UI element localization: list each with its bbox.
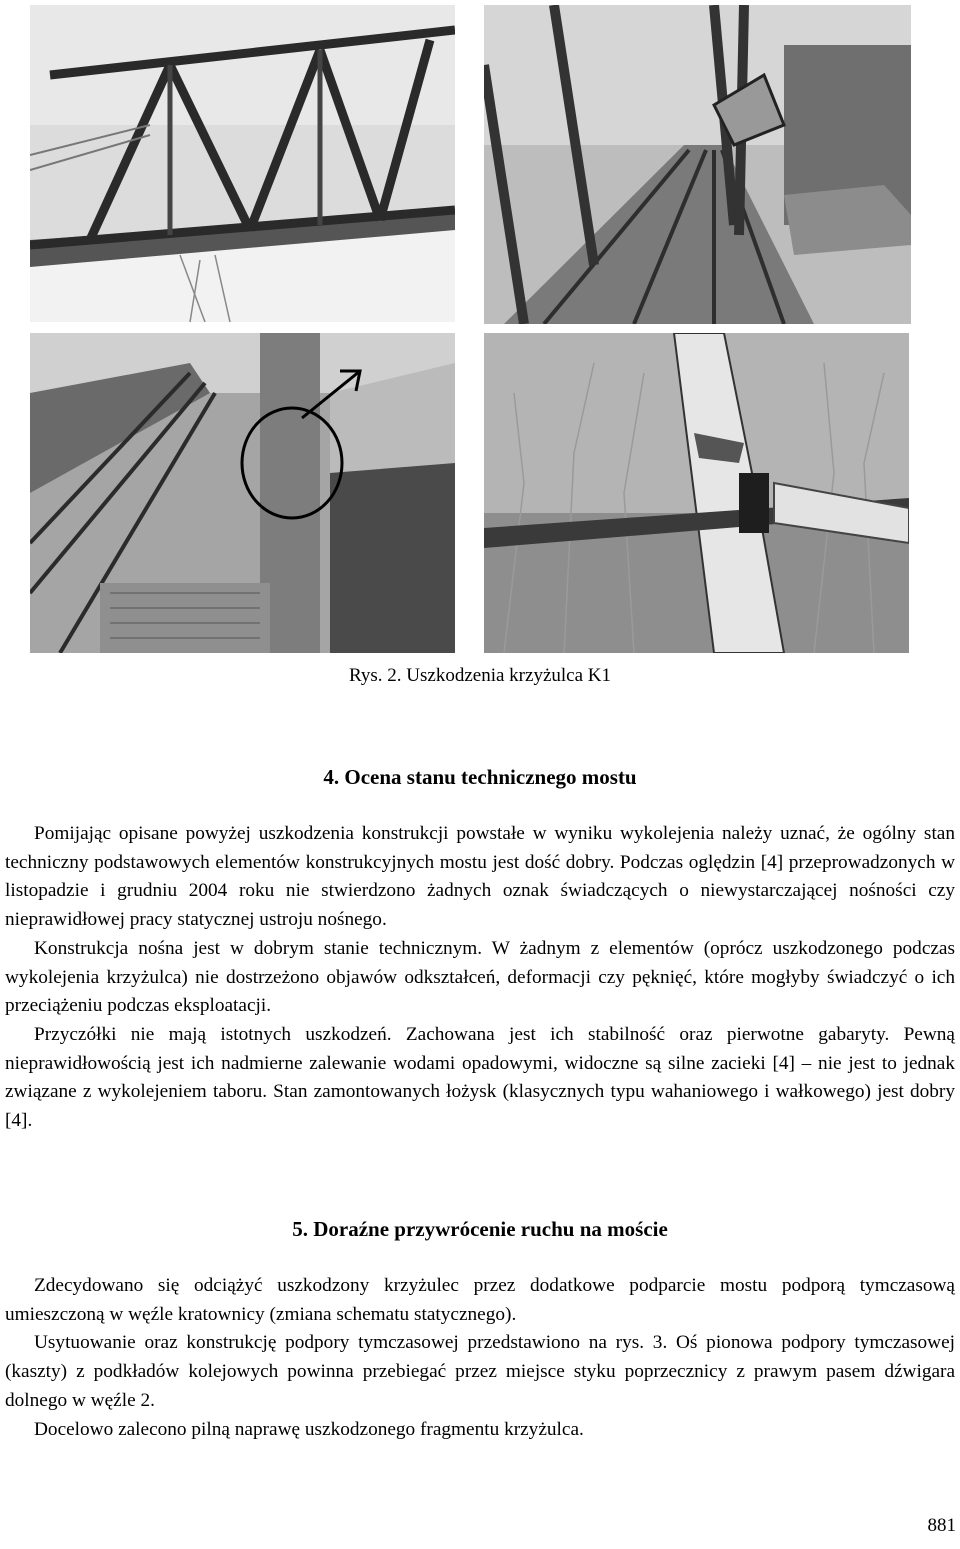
section-4-heading: 4. Ocena stanu technicznego mostu [323, 765, 637, 789]
section-5-heading: 5. Doraźne przywrócenie ruchu na moście [292, 1217, 668, 1241]
photo-damaged-diagonal-marked [30, 333, 455, 653]
paragraph: Przyczółki nie mają istotnych uszkodzeń. Zachowana jest ich stabilność oraz pierwotne gabaryty. Pewną nieprawidłowością jest ich nadmierne zalewanie wodami opadowymi, widoczne są silne zacieki [4] – nie jest to jednak związane z wykolejeniem taboru. Stan zamontowanych łożysk (klasycznych typu wahaniowego i wałkowego) jest dobry [4]. [5, 1023, 955, 1132]
photo-bridge-track-damage [484, 5, 911, 324]
paragraph: Zdecydowano się odciążyć uszkodzony krzyżulec przez dodatkowe podparcie mostu podporą tymczasową umieszczoną w węźle kratownicy (zmiana schematu statycznego). [5, 1275, 955, 1325]
paragraph: Docelowo zalecono pilną naprawę uszkodzonego fragmentu krzyżulca. [34, 1418, 584, 1440]
photo-bridge-truss-snow [30, 5, 455, 322]
paragraph: Usytuowanie oraz konstrukcję podpory tymczasowej przedstawiono na rys. 3. Oś pionowa podpory tymczasowej (kaszty) z podkładów kolejowych powinna przebiegać przez miejsce styku poprzecznicy z prawym pasem dźwigara dolnego w węźle 2. [5, 1332, 955, 1411]
section-5-body [5, 1272, 955, 1444]
photo-diagonal-closeup [484, 333, 909, 653]
paragraph: Pomijając opisane powyżej uszkodzenia konstrukcji powstałe w wyniku wykolejenia należy uznać, że ogólny stan techniczny podstawowych elementów konstrukcyjnych mostu jest dość dobry. Podczas oględzin [4] przeprowadzonych w listopadzie i grudniu 2004 roku nie stwierdzono żadnych oznak świadczących o niewystarczającej nośności czy nieprawidłowej pracy statycznej ustroju nośnego. [5, 823, 955, 931]
page-number: 881 [927, 1515, 956, 1536]
section-4-body [5, 820, 955, 1136]
paragraph: Konstrukcja nośna jest w dobrym stanie technicznym. W żadnym z elementów (oprócz uszkodzonego podczas wykolejenia krzyżulca) nie dostrzeżono objawów odkształceń, deformacji czy pęknięć, które mogłyby świadczyć o ich przeciążeniu podczas eksploatacji. [5, 937, 955, 1017]
figure-caption: Rys. 2. Uszkodzenia krzyżulca K1 [349, 665, 611, 686]
